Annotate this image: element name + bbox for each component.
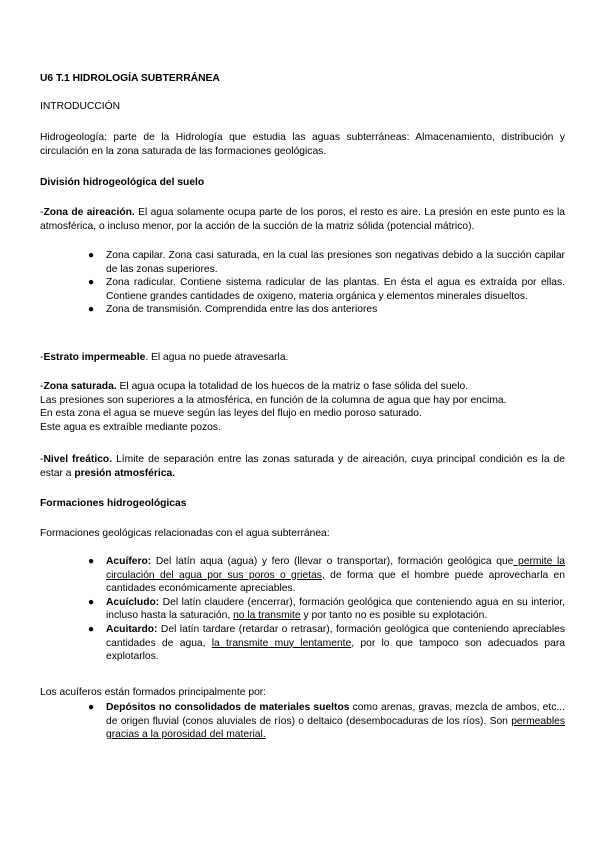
acuicludo-term: Acuícludo:: [106, 596, 160, 608]
formaciones-intro: Formaciones geológicas relacionadas con el agua subterránea:: [40, 528, 330, 539]
presion-atmosferica-term: presión atmosférica.: [74, 467, 176, 479]
intro-paragraph: Hidrogeología: parte de la Hidrología que estudia las aguas subterráneas: Almacenamiento, distribución y circulación en la zona saturada de las formaciones geológicas.: [40, 132, 565, 157]
acuitardo-term: Acuitardo:: [106, 623, 158, 635]
zona-aireacion-paragraph: [40, 206, 565, 233]
zona-aireacion-term: Zona de aireación.: [43, 207, 135, 218]
list-item: ● Zona de transmisión. Comprendida entre las dos anteriores: [88, 304, 378, 316]
zona-aireacion-text: El agua solamente ocupa parte de los poros, el resto es aire. La presión en este punto es la atmosférica, o incluso menor, por la acción de la succión de la matriz sólida (potencial mátrico).: [40, 207, 565, 232]
zona-saturada-term: Zona saturada.: [43, 381, 117, 392]
underlined-text: permeables gracias a la porosidad del material.: [106, 715, 565, 741]
bullet-icon: ●: [88, 277, 95, 289]
underlined-text: permite la circulación del agua por sus poros o grietas,: [106, 556, 565, 581]
dash-prefix: -: [40, 207, 44, 218]
zona-saturada-line: Este agua es extraíble mediante pozos.: [40, 421, 221, 433]
acuiferos-intro: Los acuíferos están formados principalmente por:: [40, 687, 267, 698]
formaciones-heading: Formaciones hidrogeológicas: [40, 498, 187, 509]
zona-saturada-block: [40, 380, 565, 434]
depositos-term: Depósitos no consolidados de materiales sueltos: [106, 702, 350, 713]
dash-prefix: -: [40, 381, 44, 392]
zona-saturada-line: Las presiones son superiores a la atmosférica, en función de la columna de agua que hay por encima.: [40, 394, 507, 406]
list-item: ● Depósitos no consolidados de materiales sueltos como arenas, gravas, mezcla de ambos, etc... de origen fluvial (conos aluviales de ríos) o deltaico (desembocaduras de los ríos). Son permeables gracias a la porosidad del material.: [88, 702, 565, 741]
bullet-icon: ●: [88, 304, 95, 316]
list-item: ● Acuícludo: Del latín claudere (encerrar), formación geológica que conteniendo agua en su interior, incluso hasta la saturación, no la transmite y por tanto no es posible su explotación.: [88, 596, 565, 622]
underlined-text: no la transmite: [233, 610, 301, 622]
list-item: ● Acuífero: Del latín aqua (agua) y fero (llevar o transportar), formación geológica que permite la circulación del agua por sus poros o grietas, de forma que el hombre puede aprovecharla en cantidades económicamente apreciables.: [88, 556, 565, 595]
nivel-freatico-paragraph: -Nivel freático. Límite de separación entre las zonas saturada y de aireación, cuya principal condición es la de estar a presión atmosférica.: [40, 454, 566, 479]
subzonas-list: [88, 249, 565, 317]
intro-heading: INTRODUCCIÓN: [40, 101, 121, 112]
acuifero-term: Acuífero:: [106, 556, 152, 567]
estrato-impermeable-term: Estrato impermeable: [43, 352, 146, 363]
dash-prefix: -: [40, 352, 44, 363]
estrato-impermeable-paragraph: -Estrato impermeable. El agua no puede atravesarla.: [40, 352, 289, 363]
bullet-icon: ●: [88, 556, 95, 567]
underlined-text: la transmite muy lentamente: [211, 637, 352, 649]
bullet-icon: ●: [88, 623, 95, 635]
dash-prefix: -: [40, 454, 44, 465]
acuiferos-list: [88, 701, 565, 742]
zona-saturada-line: -Zona saturada. El agua ocupa la totalidad de los huecos de la matriz o fase sólida del suelo.: [40, 381, 469, 392]
bullet-icon: ●: [88, 250, 95, 261]
bullet-icon: ●: [88, 702, 95, 713]
zona-saturada-line: En esta zona el agua se mueve según las leyes del flujo en medio poroso saturado.: [40, 408, 422, 420]
list-item: ● Acuitardo: Del latín tardare (retardar o retrasar), formación geológica que conteniendo apreciables cantidades de agua, la transmite muy lentamente, por lo que tampoco son adecuados para explotarlos.: [88, 623, 565, 663]
formaciones-list: [88, 555, 565, 664]
nivel-freatico-term: Nivel freático.: [43, 454, 113, 465]
division-heading: División hidrogeológica del suelo: [40, 177, 205, 188]
document-title: U6 T.1 HIDROLOGÍA SUBTERRÁNEA: [40, 73, 220, 84]
list-item: ● Zona radicular. Contiene sistema radicular de las plantas. En ésta el agua es extraída por ellas. Contiene grandes cantidades de oxigeno, materia orgánica y elementos minerales disueltos.: [88, 277, 565, 302]
list-item: ● Zona capilar. Zona casi saturada, en la cual las presiones son negativas debido a la succión capilar de las zonas superiores.: [88, 250, 565, 275]
bullet-icon: ●: [88, 596, 95, 608]
